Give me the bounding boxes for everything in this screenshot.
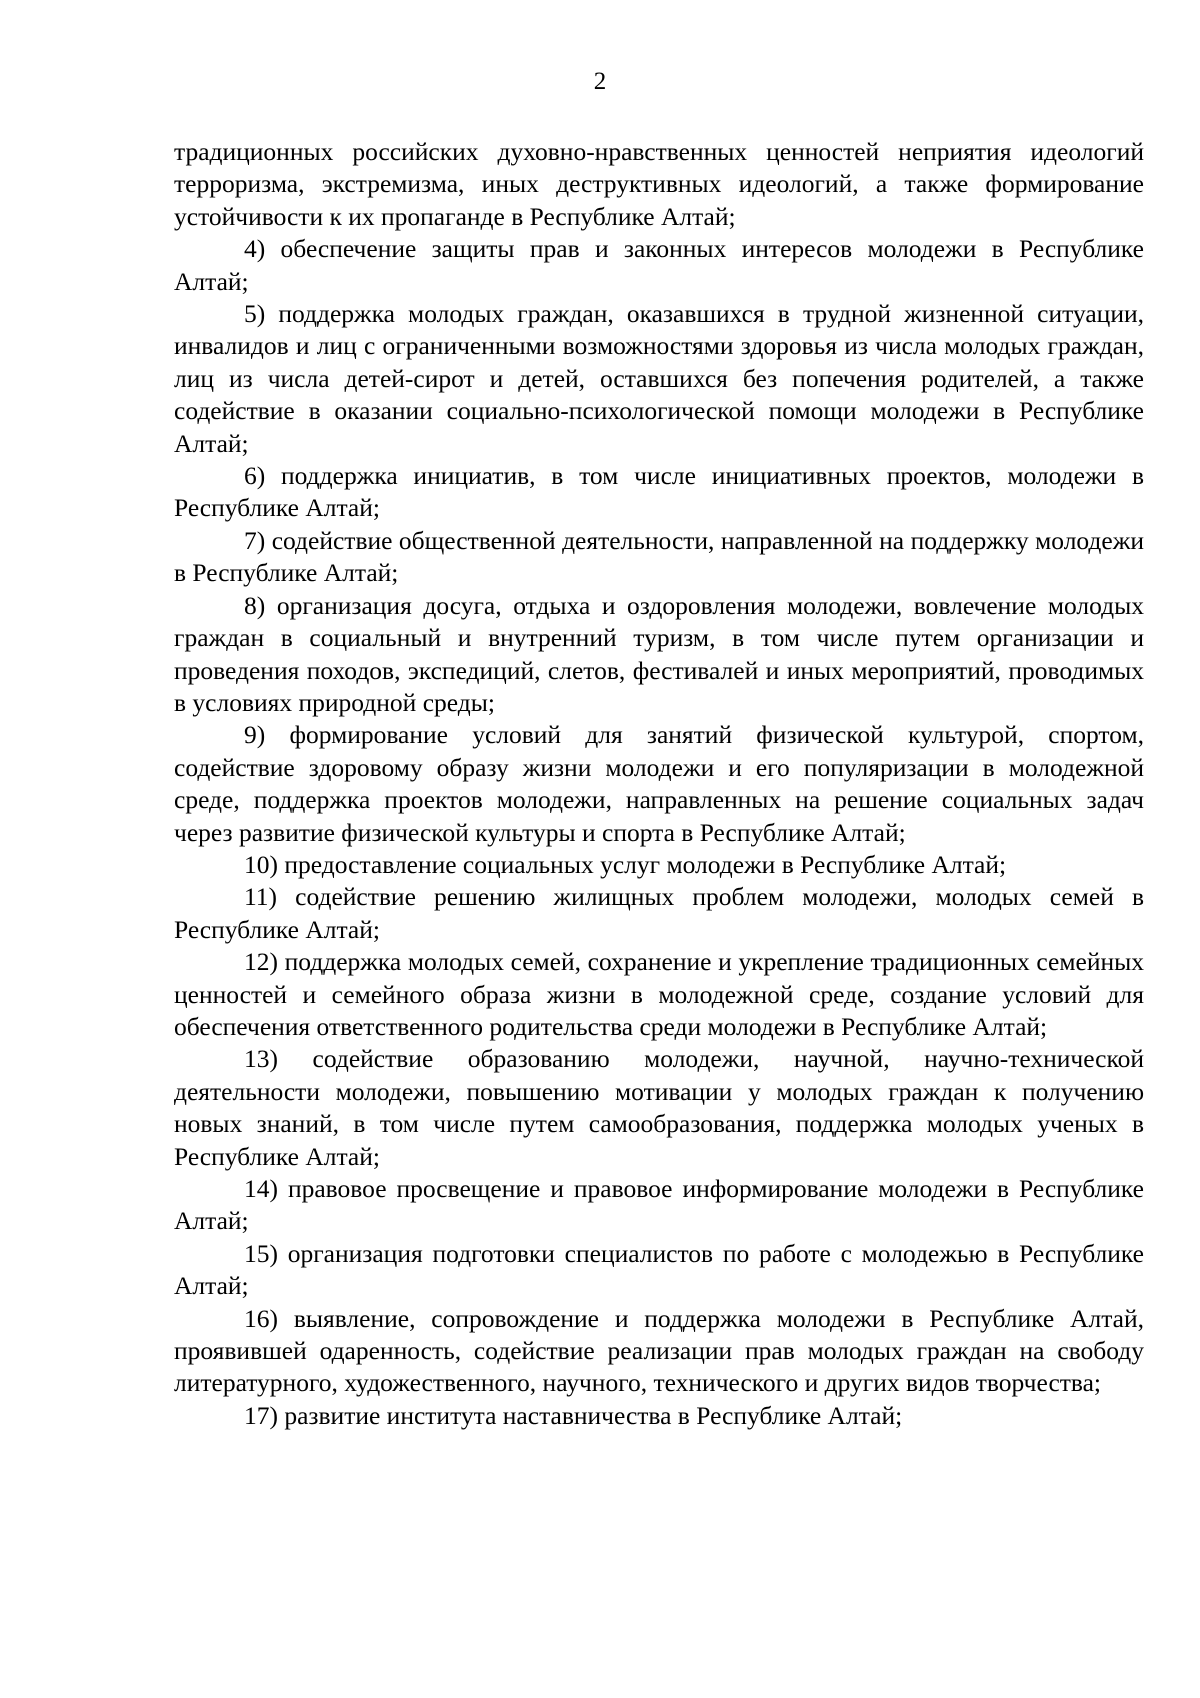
list-item-5: 5) поддержка молодых граждан, оказавшихся в трудной жизненной ситуации, инвалидов и лиц с ограниченными возможностями здоровья из числа молодых граждан, лиц из числа детей-сирот и детей, оставшихся без попечения родителей, а также содействие в оказании социально-психологической помощи молодежи в Республике Алтай; (174, 299, 1144, 458)
list-item-6: 6) поддержка инициатив, в том числе инициативных проектов, молодежи в Республике Алтай; (174, 461, 1144, 523)
list-item-4: 4) обеспечение защиты прав и законных интересов молодежи в Республике Алтай; (174, 234, 1144, 296)
list-item-15: 15) организация подготовки специалистов по работе с молодежью в Республике Алтай; (174, 1238, 1144, 1301)
list-item-10: 10) предоставление социальных услуг молодежи в Республике Алтай; (244, 849, 1007, 879)
list-item-9: 9) формирование условий для занятий физической культурой, спортом, содействие здоровому образу жизни молодежи и его популяризации в молодежной среде, поддержка проектов молодежи, направленных на решение социальных задач через развитие физической культуры и спорта в Республике Алтай; (174, 720, 1144, 847)
list-item-11: 11) содействие решению жилищных проблем молодежи, молодых семей в Республике Алтай; (174, 882, 1144, 944)
document-body (174, 136, 1144, 1432)
page-number: 2 (593, 68, 607, 95)
list-item-8: 8) организация досуга, отдыха и оздоровления молодежи, вовлечение молодых граждан в социальный и внутренний туризм, в том числе путем организации и проведения походов, экспедиций, слетов, фестивалей и иных мероприятий, проводимых в условиях природной среды; (174, 590, 1144, 717)
list-item-17: 17) развитие института наставничества в Республике Алтай; (244, 1400, 903, 1430)
list-item-13: 13) содействие образованию молодежи, научной, научно-технической деятельности молодежи, повышению мотивации у молодых граждан к получению новых знаний, в том числе путем самообразования, поддержка молодых ученых в Республике Алтай; (174, 1044, 1144, 1171)
list-item-14: 14) правовое просвещение и правовое информирование молодежи в Республике Алтай; (174, 1174, 1144, 1236)
list-item-7: 7) содействие общественной деятельности, направленной на поддержку молодежи в Республике Алтай; (174, 525, 1144, 588)
paragraph-continuation: традиционных российских духовно-нравственных ценностей неприятия идеологий терроризма, экстремизма, иных деструктивных идеологий, а также формирование устойчивости к их пропаганде в Республике Алтай; (174, 137, 1144, 231)
list-item-12: 12) поддержка молодых семей, сохранение и укрепление традиционных семейных ценностей и семейного образа жизни в молодежной среде, создание условий для обеспечения ответственного родительства среди молодежи в Республике Алтай; (174, 947, 1144, 1041)
list-item-16: 16) выявление, сопровождение и поддержка молодежи в Республике Алтай, проявившей одаренность, содействие реализации прав молодых граждан на свободу литературного, художественного, научного, технического и других видов творчества; (174, 1303, 1144, 1398)
